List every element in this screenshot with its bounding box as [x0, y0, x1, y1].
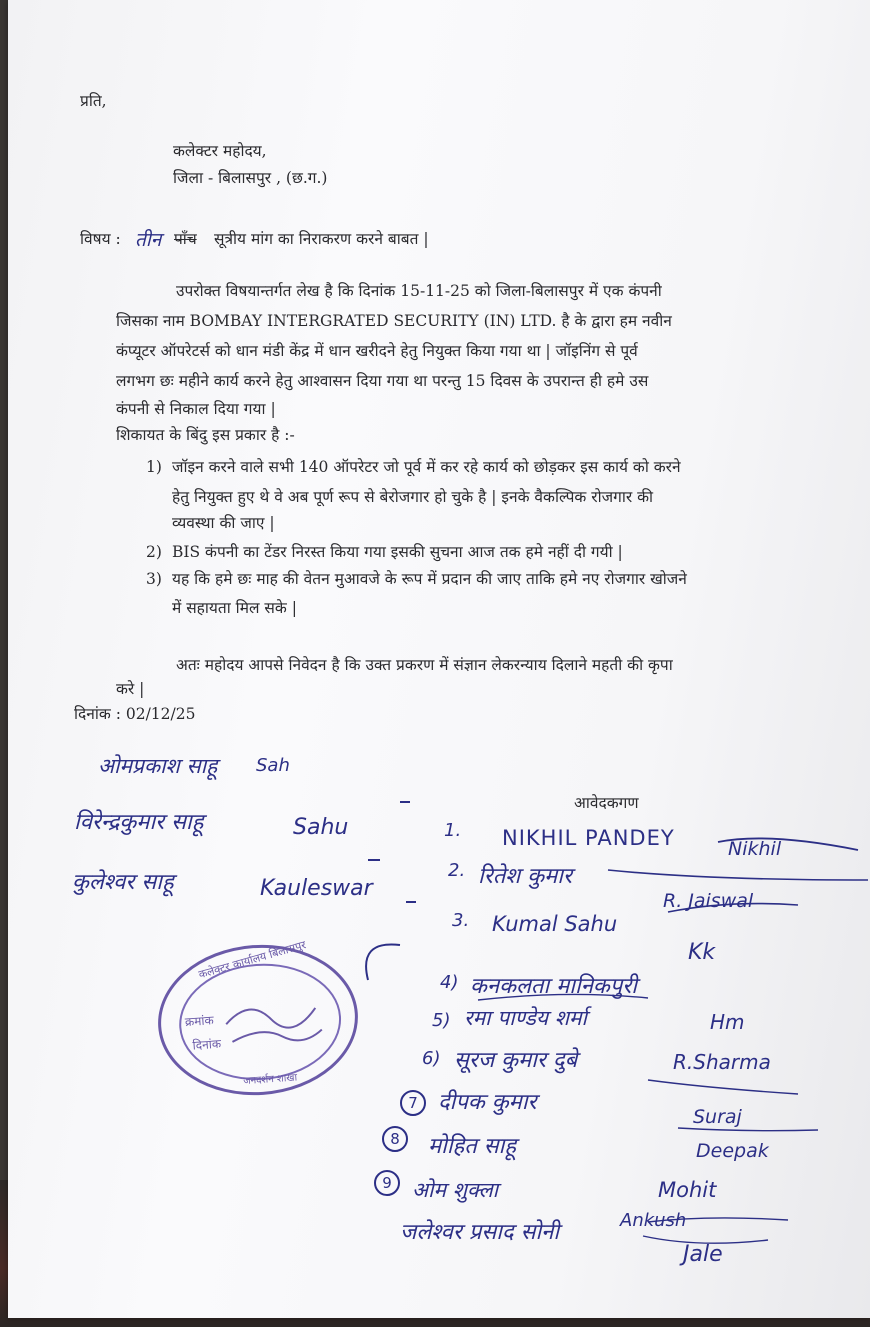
signatory-number-circled: 9 [374, 1170, 400, 1196]
addressee-line-2: जिला - बिलासपुर , (छ.ग.) [173, 169, 328, 187]
signatory-number: 6) [422, 1048, 441, 1069]
signatory-number-circled: 8 [382, 1126, 408, 1152]
signatory-name: सूरज कुमार दुबे [454, 1048, 578, 1073]
signatory-name: दीपक कुमार [438, 1090, 537, 1115]
signature: Kk [688, 940, 716, 965]
signatory-name: ओम शुक्ला [412, 1178, 499, 1202]
signature: Hm [710, 1010, 745, 1034]
signatory-name: कनकलता मानिकपुरी [470, 974, 637, 999]
stamp-signature-scribble [219, 987, 333, 1055]
handwriting-strokes [8, 0, 870, 1318]
subject-text: सूत्रीय मांग का निराकरण करने बाबत | [214, 230, 429, 248]
applicants-heading: आवेदकगण [574, 794, 639, 812]
point-number: 1) [146, 458, 162, 476]
signature: Kauleswar [260, 876, 373, 901]
stamp-arc-text: कलेक्टर कार्यालय बिलासपुर [197, 938, 308, 982]
signature: R.Sharma [673, 1050, 771, 1074]
subject-handwritten-insert: तीन [135, 229, 162, 251]
signature: Nikhil [728, 838, 782, 860]
point-line: BIS कंपनी का टेंडर निरस्त किया गया इसकी सुचना आज तक हमे नहीं दी गयी | [172, 543, 623, 561]
signature: Mohit [658, 1178, 717, 1202]
date-line: दिनांक : 02/12/25 [74, 705, 196, 723]
signatory-number-circled: 7 [400, 1090, 426, 1116]
signature: Sah [256, 755, 290, 776]
point-line: हेतु नियुक्त हुए थे वे अब पूर्ण रूप से बेरोजगार हो चुके है | इनके वैकल्पिक रोजगार की [172, 488, 654, 506]
subject-struck-word: पाँच [174, 230, 197, 248]
signatory-number: 3. [452, 910, 470, 931]
para1-line: लगभग छः महीने कार्य करने हेतु आश्वासन दिया गया था परन्तु 15 दिवस के उपरान्त ही हमे उस [116, 372, 649, 390]
point-line: जॉइन करने वाले सभी 140 ऑपरेटर जो पूर्व में कर रहे कार्य को छोड़कर इस कार्य को करने [172, 458, 681, 476]
para1-line: कंपनी से निकाल दिया गया | [116, 400, 276, 418]
signatory-name: रितेश कुमार [478, 864, 572, 889]
signatory-name: Kumal Sahu [492, 912, 618, 936]
signatory-name: मोहित साहू [428, 1134, 517, 1159]
point-line: व्यवस्था की जाए | [172, 514, 275, 532]
signatory-name: NIKHIL PANDEY [502, 826, 675, 850]
para1-line: उपरोक्त विषयान्तर्गत लेख है कि दिनांक 15-11-25 को जिला-बिलासपुर में एक कंपनी [176, 282, 662, 300]
point-number: 3) [146, 570, 162, 588]
signature: R. Jaiswal [663, 890, 754, 912]
stamp-bottom-text: जनदर्शन शाखा [242, 1072, 298, 1088]
closing-line-1: अतः महोदय आपसे निवेदन है कि उक्त प्रकरण में संज्ञान लेकरन्याय दिलाने महती की कृपा [176, 656, 673, 674]
signatory-name: जलेश्वर प्रसाद सोनी [400, 1220, 560, 1245]
closing-line-2: करे | [116, 680, 145, 698]
point-line: में सहायता मिल सके | [172, 599, 297, 617]
stamp-kramank: क्रमांक [184, 1013, 215, 1030]
signatory-name: कुलेश्वर साहू [72, 870, 174, 895]
signatory-name: रमा पाण्डेय शर्मा [464, 1006, 587, 1030]
signature: Jale [683, 1242, 723, 1267]
letter-page [8, 0, 870, 1318]
stamp-dinank: दिनांक [192, 1036, 222, 1053]
signatory-number: 4) [440, 972, 459, 993]
signatory-number: 2. [448, 860, 466, 881]
point-number: 2) [146, 543, 162, 561]
complaint-heading: शिकायत के बिंदु इस प्रकार है :- [116, 426, 295, 444]
prati-text: प्रति, [80, 92, 107, 110]
signature: Ankush [620, 1210, 687, 1231]
signatory-number: 1. [444, 820, 462, 841]
signatory-number: 5) [432, 1010, 451, 1031]
para1-line: जिसका नाम BOMBAY INTERGRATED SECURITY (IN) LTD. है के द्वारा हम नवीन [116, 312, 672, 330]
signature: Deepak [696, 1140, 769, 1162]
signature: Suraj [693, 1106, 742, 1128]
signature: Sahu [293, 815, 349, 840]
addressee-line-1: कलेक्टर महोदय, [173, 142, 267, 160]
signatory-name: ओमप्रकाश साहू [98, 754, 218, 778]
subject-label: विषय : [80, 230, 121, 248]
para1-line: कंप्यूटर ऑपरेटर्स को धान मंडी केंद्र में धान खरीदने हेतु नियुक्त किया गया था | जॉइनिंग से पूर्व [116, 342, 638, 360]
signatory-name: विरेन्द्रकुमार साहू [74, 810, 204, 835]
point-line: यह कि हमे छः माह की वेतन मुआवजे के रूप में प्रदान की जाए ताकि हमे नए रोजगार खोजने [172, 570, 687, 588]
